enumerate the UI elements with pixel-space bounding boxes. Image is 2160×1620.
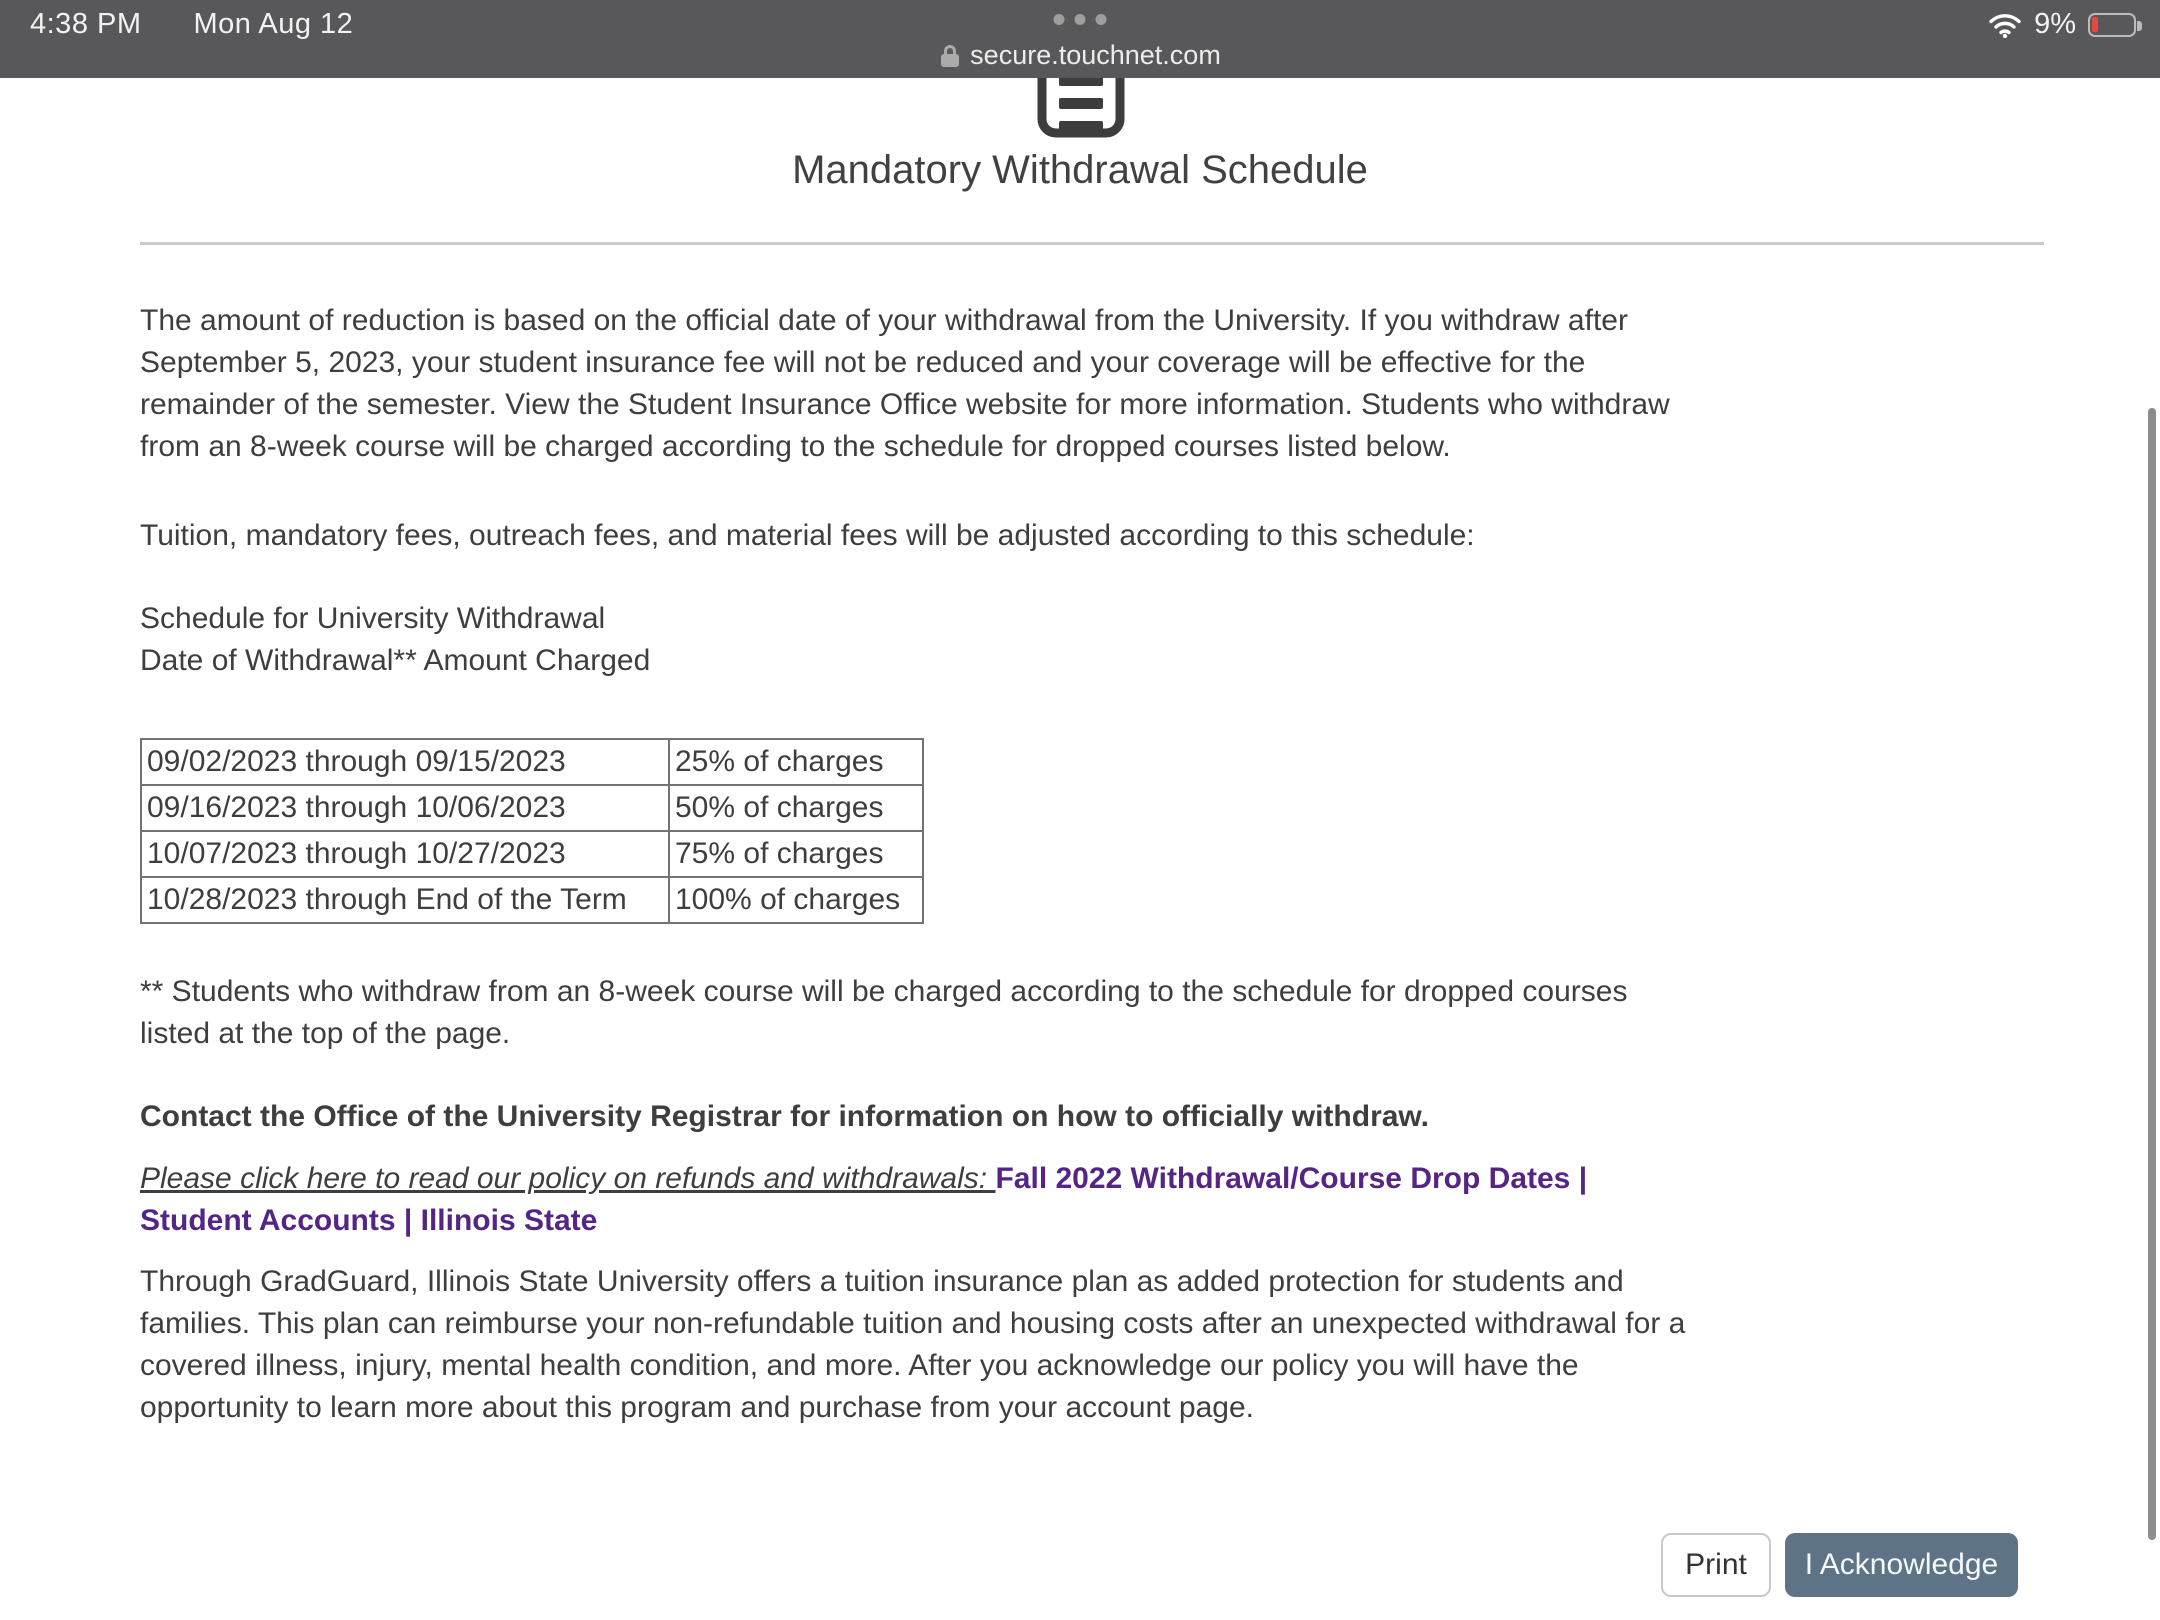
wifi-icon	[1988, 12, 2022, 38]
schedule-heading-line2: Date of Withdrawal** Amount Charged	[140, 644, 651, 677]
gradguard-paragraph: Through GradGuard, Illinois State University offers a tuition insurance plan as added protection for students and families. This plan can reimburse your non-refundable tuition and housing costs after an unexpected withdrawal for a covered illness, injury, mental health condition, and more. After you acknowledge our policy you will have the opportunity to learn more about this program and purchase from your account page.	[140, 1265, 1686, 1424]
divider	[140, 242, 2044, 245]
policy-link[interactable]: Fall 2022 Withdrawal/Course Drop Dates | Student Accounts | Illinois State	[140, 1162, 1588, 1237]
battery-icon	[2088, 13, 2136, 37]
policy-link-prefix: Please click here to read our policy on refunds and withdrawals:	[140, 1162, 996, 1195]
date-range-cell: 09/02/2023 through 09/15/2023	[141, 739, 669, 785]
document-body	[140, 300, 1705, 1429]
schedule-heading-line1: Schedule for University Withdrawal	[140, 602, 606, 635]
page-title: Mandatory Withdrawal Schedule	[792, 148, 1368, 192]
scrollbar[interactable]	[2148, 408, 2156, 1540]
battery-percent: 9%	[2034, 8, 2076, 40]
paragraph-reduction: The amount of reduction is based on the official date of your withdrawal from the University. If you withdraw after September 5, 2023, your student insurance fee will not be reduced and your coverage will be effective for the remainder of the semester. View the Student Insurance Office website for more information. Students who withdraw from an 8-week course will be charged according to the schedule for dropped courses listed below.	[140, 304, 1670, 463]
clock-time: 4:38 PM	[30, 8, 142, 40]
action-buttons	[1661, 1533, 2018, 1597]
withdrawal-schedule-table	[140, 738, 924, 924]
date-range-cell: 10/07/2023 through 10/27/2023	[141, 831, 669, 877]
status-right	[1988, 8, 2136, 41]
status-left	[30, 8, 353, 41]
policy-paragraph	[140, 1158, 1705, 1242]
date-range-cell: 10/28/2023 through End of the Term	[141, 877, 669, 923]
clock-date: Mon Aug 12	[193, 8, 354, 40]
charge-cell: 75% of charges	[669, 831, 923, 877]
url-text: secure.touchnet.com	[970, 40, 1221, 70]
paragraph-adjustment: Tuition, mandatory fees, outreach fees, and material fees will be adjusted according to this schedule:	[140, 519, 1475, 552]
acknowledge-button[interactable]: I Acknowledge	[1785, 1533, 2018, 1597]
footnote-8-week: ** Students who withdraw from an 8-week course will be charged according to the schedule for dropped courses listed at the top of the page.	[140, 975, 1628, 1050]
lock-icon	[939, 43, 961, 69]
charge-cell: 50% of charges	[669, 785, 923, 831]
contact-registrar-line: Contact the Office of the University Registrar for information on how to officially withdraw.	[140, 1100, 1429, 1133]
status-bar	[0, 0, 2160, 78]
charge-cell: 100% of charges	[669, 877, 923, 923]
schedule-heading	[140, 598, 1705, 682]
table-row	[141, 831, 923, 877]
table-row	[141, 877, 923, 923]
url-bar[interactable]	[0, 40, 2160, 71]
table-row	[141, 739, 923, 785]
date-range-cell: 09/16/2023 through 10/06/2023	[141, 785, 669, 831]
charge-cell: 25% of charges	[669, 739, 923, 785]
print-button[interactable]: Print	[1661, 1533, 1771, 1597]
table-row	[141, 785, 923, 831]
ellipsis-icon[interactable]	[1054, 14, 1107, 25]
